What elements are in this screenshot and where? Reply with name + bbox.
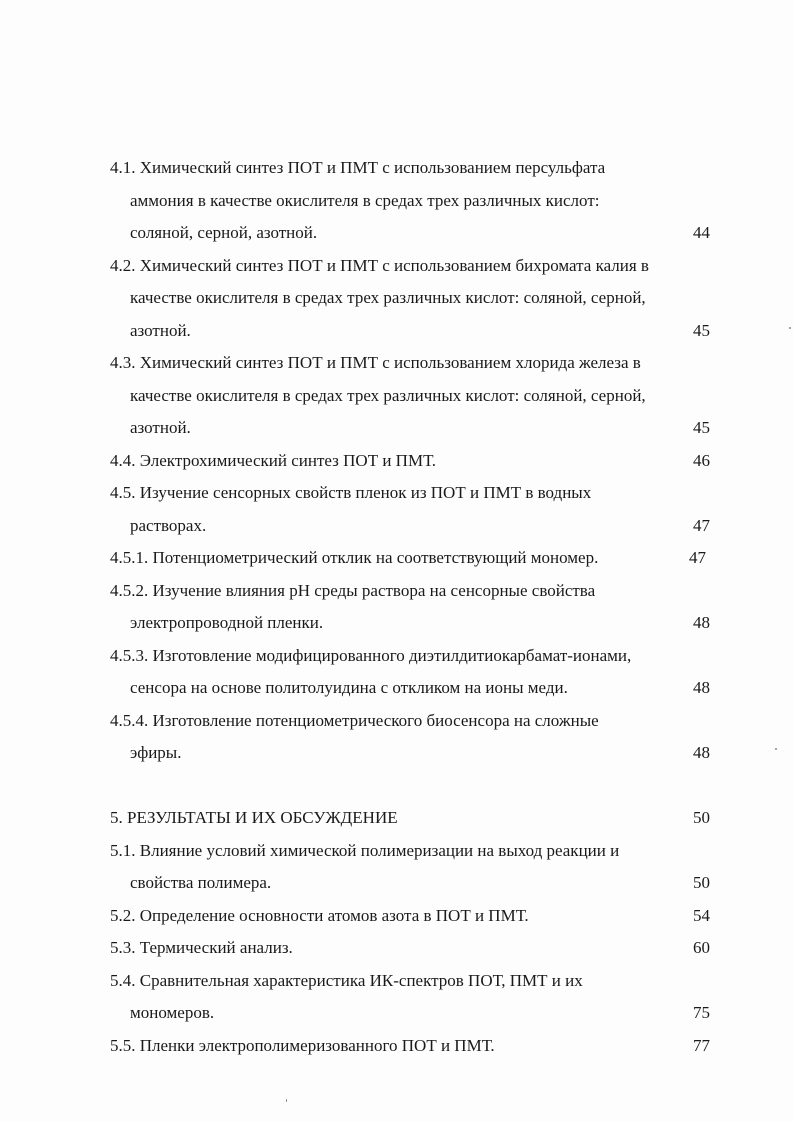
- scan-speck: [789, 327, 791, 329]
- toc-page-number: 77: [693, 1035, 710, 1055]
- toc-entry-text: 5.1. Влияние условий химической полимеризации на выход реакции и: [110, 840, 620, 860]
- toc-entry-text: 4.5.3. Изготовление модифицированного диэтилдитиокарбамат-ионами,: [110, 645, 632, 665]
- toc-page-number: 47: [693, 515, 710, 535]
- toc-entry-text: свойства полимера.: [130, 873, 272, 892]
- scan-speck: [775, 748, 777, 750]
- toc-entry-text: качестве окислителя в средах трех различных кислот: соляной, серной,: [130, 385, 646, 405]
- toc-page-number: 75: [693, 1003, 710, 1022]
- toc-page-number: 50: [693, 808, 710, 827]
- toc-entry-text: 5.2. Определение основности атомов азота в ПОТ и ПМТ.: [110, 905, 529, 925]
- toc-entry-text: качестве окислителя в средах трех различных кислот: соляной, серной,: [130, 288, 646, 307]
- toc-page-number: 48: [693, 743, 710, 762]
- toc-entry-text: электропроводной пленки.: [130, 613, 324, 632]
- toc-entry-text: 5. РЕЗУЛЬТАТЫ И ИХ ОБСУЖДЕНИЕ: [110, 808, 398, 827]
- toc-entry-text: 4.5.2. Изучение влияния рН среды раствора на сенсорные свойства: [110, 580, 596, 600]
- toc-entry-text: 4.1. Химический синтез ПОТ и ПМТ с использованием персульфата: [110, 158, 606, 177]
- toc-page-number: 44: [693, 223, 710, 242]
- toc-entry-text: мономеров.: [130, 1003, 215, 1022]
- toc-page-number: 50: [693, 873, 710, 892]
- toc-page-number: 48: [693, 678, 710, 697]
- toc-page-number: 48: [693, 613, 710, 632]
- toc-page-number: 60: [693, 938, 710, 957]
- toc-entry-text: 4.4. Электрохимический синтез ПОТ и ПМТ.: [110, 450, 436, 470]
- toc-entry-text: 5.4. Сравнительная характеристика ИК-спектров ПОТ, ПМТ и их: [110, 970, 583, 990]
- toc-entry-text: азотной.: [130, 320, 191, 340]
- toc-entry-text: азотной.: [130, 418, 191, 437]
- toc-entry-text: 4.3. Химический синтез ПОТ и ПМТ с использованием хлорида железа в: [110, 353, 641, 372]
- toc-entry-text: эфиры.: [130, 743, 182, 762]
- toc-entry-text: 4.5. Изучение сенсорных свойств пленок из ПОТ и ПМТ в водных: [110, 483, 592, 502]
- toc-entry-text: аммония в качестве окислителя в средах трех различных кислот:: [130, 190, 600, 210]
- toc-page-number: 54: [693, 905, 710, 925]
- scan-speck: [286, 1099, 287, 1102]
- toc-page-number: 47: [689, 548, 706, 567]
- toc-page-number: 46: [693, 450, 710, 470]
- toc-entry-text: 5.3. Термический анализ.: [110, 938, 293, 957]
- toc-page-number: 45: [693, 418, 710, 437]
- toc-entry-text: сенсора на основе политолуидина с откликом на ионы меди.: [130, 678, 568, 697]
- toc-entry-text: соляной, серной, азотной.: [130, 223, 318, 242]
- toc-entry-text: 5.5. Пленки электрополимеризованного ПОТ и ПМТ.: [110, 1035, 495, 1055]
- toc-entry-text: растворах.: [130, 515, 207, 535]
- toc-page-number: 45: [693, 320, 710, 340]
- toc-entry-text: 4.5.4. Изготовление потенциометрического биосенсора на сложные: [110, 710, 599, 730]
- toc-entry-text: 4.5.1. Потенциометрический отклик на соответствующий мономер.: [110, 548, 599, 567]
- toc-entry-text: 4.2. Химический синтез ПОТ и ПМТ с использованием бихромата калия в: [110, 255, 649, 275]
